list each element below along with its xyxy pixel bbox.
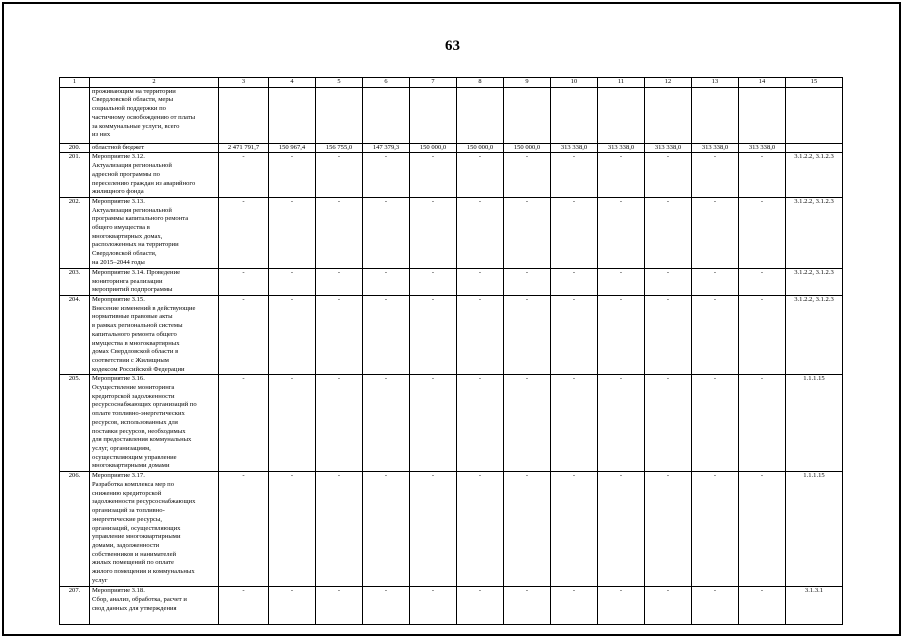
target-code: 3.1.2.2, 3.1.2.3 [786,197,843,268]
value-cell: 150 000,0 [504,143,551,153]
value-cell: 313 338,0 [551,143,598,153]
column-header: 11 [598,78,645,88]
row-name [90,143,219,153]
value-cell: - [457,296,504,375]
row-name [90,268,219,295]
value-cell: - [363,268,410,295]
value-cell: - [457,268,504,295]
row-name-line: Актуализация региональной [92,206,172,214]
value-cell: - [363,472,410,587]
value-cell: - [598,296,645,375]
column-header: 2 [90,78,219,88]
value-cell: - [692,153,739,198]
row-name-line: на 2015–2044 годы [92,258,145,266]
row-name-line: ресурсоснабжающих организаций по [92,401,197,409]
row-name [90,296,219,375]
row-number: 203. [60,268,90,295]
target-code [786,143,843,153]
value-cell: 2 471 791,7 [219,143,269,153]
value-cell: - [457,197,504,268]
value-cell: - [645,268,692,295]
row-name-line: жилищного фонда [92,188,144,196]
value-cell: - [645,296,692,375]
row-name [90,472,219,587]
value-cell [551,87,598,143]
value-cell: - [645,587,692,625]
row-name-line: Мероприятие 3.15. [92,296,145,304]
row-name-line: программы капитального ремонта [92,215,189,223]
target-code: 3.1.2.2, 3.1.2.3 [786,296,843,375]
value-cell: - [219,375,269,472]
table-row [60,143,843,153]
value-cell: - [504,197,551,268]
value-cell: - [692,375,739,472]
value-cell: - [504,375,551,472]
value-cell [645,87,692,143]
row-name-line: услуг [92,576,108,584]
value-cell: - [316,375,363,472]
row-name-line: для предоставления коммунальных [92,436,192,444]
value-cell: - [269,375,316,472]
table-row [60,375,843,472]
row-name-line: ресурсов, использованных для [92,418,178,426]
value-cell: 313 338,0 [598,143,645,153]
value-cell: - [598,375,645,472]
value-cell: - [410,268,457,295]
row-name-line: Мероприятие 3.12. [92,153,145,161]
column-header: 1 [60,78,90,88]
row-name-line: соответствии с Жилищным [92,356,169,364]
value-cell [316,87,363,143]
row-name [90,587,219,625]
program-table [59,77,843,625]
value-cell: - [363,197,410,268]
table-row [60,197,843,268]
value-cell: - [739,375,786,472]
value-cell: - [363,375,410,472]
column-header: 3 [219,78,269,88]
table-row [60,87,843,143]
target-code: 3.1.3.1 [786,587,843,625]
value-cell: - [219,296,269,375]
row-name-line: поставки ресурсов, необходимых [92,427,186,435]
row-name-line: Мероприятие 3.17. [92,472,145,480]
row-name-line: многоквартирных домах, [92,232,163,240]
value-cell: - [219,197,269,268]
value-cell: - [598,197,645,268]
value-cell: - [504,268,551,295]
row-name-line: Актуализация региональной [92,162,172,170]
table-row [60,153,843,198]
row-name-line: Разработка комплекса мер по [92,481,174,489]
row-name [90,153,219,198]
value-cell: - [551,587,598,625]
table-row [60,587,843,625]
value-cell: 150 000,0 [410,143,457,153]
value-cell: - [316,296,363,375]
value-cell: - [598,153,645,198]
value-cell [219,87,269,143]
value-cell: - [598,472,645,587]
value-cell: 156 755,0 [316,143,363,153]
row-name-line: проживающим на территории [92,87,176,95]
value-cell: 150 000,0 [457,143,504,153]
row-number: 201. [60,153,90,198]
header-row [60,78,843,88]
row-name-line: в рамках региональной системы [92,322,183,330]
row-number: 206. [60,472,90,587]
column-header: 7 [410,78,457,88]
row-number: 204. [60,296,90,375]
value-cell: 313 338,0 [739,143,786,153]
row-name-line: капитального ремонта общего [92,330,177,338]
row-number [60,87,90,143]
value-cell: 150 967,4 [269,143,316,153]
value-cell: - [692,472,739,587]
row-name-line: расположенных на территории [92,241,179,249]
row-name-line: Осуществление мониторинга [92,384,175,392]
value-cell [739,87,786,143]
row-name-line: социальной поддержки по [92,105,166,113]
value-cell: - [692,587,739,625]
row-name-line: Мероприятие 3.16. [92,375,145,383]
value-cell: - [363,296,410,375]
value-cell: - [457,375,504,472]
row-name-line: организаций, осуществляющих [92,524,181,532]
row-name-line: осуществляющим управление [92,453,177,461]
value-cell: - [551,296,598,375]
row-name-line: Сбор, анализ, обработка, расчет и [92,596,187,604]
value-cell: - [316,197,363,268]
row-name-line: жилых помещений по оплате [92,559,174,567]
row-name-line: кодексом Российской Федерации [92,365,185,373]
row-name-line: мероприятий подпрограммы [92,286,173,294]
row-name-line: адресной программы по [92,170,160,178]
value-cell: - [551,375,598,472]
column-header: 5 [316,78,363,88]
row-name-line: домах Свердловской области в [92,348,179,356]
table-row [60,268,843,295]
value-cell: - [645,153,692,198]
value-cell: - [363,153,410,198]
target-code: 3.1.2.2, 3.1.2.3 [786,153,843,198]
column-header: 10 [551,78,598,88]
value-cell: - [410,587,457,625]
row-name [90,87,219,143]
value-cell: - [504,153,551,198]
page-number: 63 [445,38,460,54]
column-header: 8 [457,78,504,88]
row-name [90,375,219,472]
row-name-line: переселению граждан из аварийного [92,179,196,187]
row-name [90,197,219,268]
row-name-line: оплате топливно-энергетических [92,410,185,418]
value-cell: - [739,153,786,198]
target-code: 3.1.2.2, 3.1.2.3 [786,268,843,295]
column-header: 12 [645,78,692,88]
row-name-line: услуг, организациям, [92,444,151,452]
column-header: 9 [504,78,551,88]
value-cell: - [219,472,269,587]
row-name-line: областной бюджет [92,143,145,151]
value-cell: - [457,472,504,587]
row-name-line: имущества в многоквартирных [92,339,180,347]
value-cell: 313 338,0 [692,143,739,153]
value-cell [504,87,551,143]
value-cell: - [269,268,316,295]
row-name-line: Мероприятие 3.14. Проведение [92,268,181,276]
value-cell: - [739,296,786,375]
row-number: 205. [60,375,90,472]
value-cell: 313 338,0 [645,143,692,153]
value-cell: - [219,268,269,295]
value-cell: - [645,197,692,268]
row-name-line: многоквартирными домами [92,462,170,470]
value-cell [410,87,457,143]
value-cell: - [551,268,598,295]
row-name-line: Мероприятие 3.13. [92,197,145,205]
value-cell: - [551,153,598,198]
row-name-line: Внесение изменений в действующие [92,304,196,312]
row-name-line: Свердловской области, [92,250,157,258]
value-cell: - [316,472,363,587]
column-header: 14 [739,78,786,88]
value-cell [269,87,316,143]
column-header: 6 [363,78,410,88]
value-cell: - [269,296,316,375]
value-cell: - [504,472,551,587]
row-name-line: свод данных для утверждения [92,604,177,612]
table-row [60,296,843,375]
value-cell: - [269,587,316,625]
value-cell: - [645,375,692,472]
row-name-line: жилого помещения и коммунальных [92,568,195,576]
value-cell [598,87,645,143]
row-name-line: нормативные правовые акты [92,313,173,321]
value-cell [692,87,739,143]
value-cell: - [692,197,739,268]
value-cell [363,87,410,143]
row-name-line: энергетические ресурсы, [92,515,163,523]
row-name-line: Мероприятие 3.18. [92,587,145,595]
row-name-line: за коммунальные услуги, всего [92,122,180,130]
row-number: 202. [60,197,90,268]
value-cell: - [316,153,363,198]
row-name-line: общего имущества в [92,224,150,232]
column-header: 13 [692,78,739,88]
value-cell: - [269,153,316,198]
value-cell: - [551,197,598,268]
row-name-line: домами, задолженности [92,541,160,549]
row-name-line: кредиторской задолженности [92,392,175,400]
value-cell: - [692,296,739,375]
value-cell: - [598,268,645,295]
value-cell: - [457,153,504,198]
row-name-line: организаций за топливно- [92,507,165,515]
table-row [60,472,843,587]
row-name-line: мониторинга реализации [92,277,163,285]
value-cell: - [739,472,786,587]
value-cell: - [410,296,457,375]
value-cell: - [551,472,598,587]
row-number: 207. [60,587,90,625]
value-cell: - [316,587,363,625]
row-name-line: собственников и нанимателей [92,550,177,558]
row-name-line: частичному освобождению от платы [92,113,196,121]
value-cell: - [410,153,457,198]
value-cell: - [692,268,739,295]
row-name-line: из них [92,131,111,139]
value-cell: - [598,587,645,625]
target-code [786,87,843,143]
value-cell: 147 379,3 [363,143,410,153]
value-cell: - [504,296,551,375]
value-cell: - [457,587,504,625]
value-cell [457,87,504,143]
value-cell: - [410,472,457,587]
value-cell: - [219,587,269,625]
value-cell: - [410,375,457,472]
row-name-line: Свердловской области, меры [92,96,174,104]
value-cell: - [269,472,316,587]
row-name-line: снижению кредиторской [92,489,162,497]
column-header: 15 [786,78,843,88]
row-name-line: управление многоквартирными [92,533,181,541]
row-name-line: задолженности ресурсоснабжающих [92,498,196,506]
value-cell: - [363,587,410,625]
value-cell: - [316,268,363,295]
value-cell: - [645,472,692,587]
value-cell: - [219,153,269,198]
value-cell: - [410,197,457,268]
value-cell: - [739,587,786,625]
value-cell: - [739,197,786,268]
target-code: 1.1.1.15 [786,375,843,472]
column-header: 4 [269,78,316,88]
table-body [60,78,843,625]
value-cell: - [504,587,551,625]
value-cell: - [739,268,786,295]
target-code: 1.1.1.15 [786,472,843,587]
row-number: 200. [60,143,90,153]
value-cell: - [269,197,316,268]
